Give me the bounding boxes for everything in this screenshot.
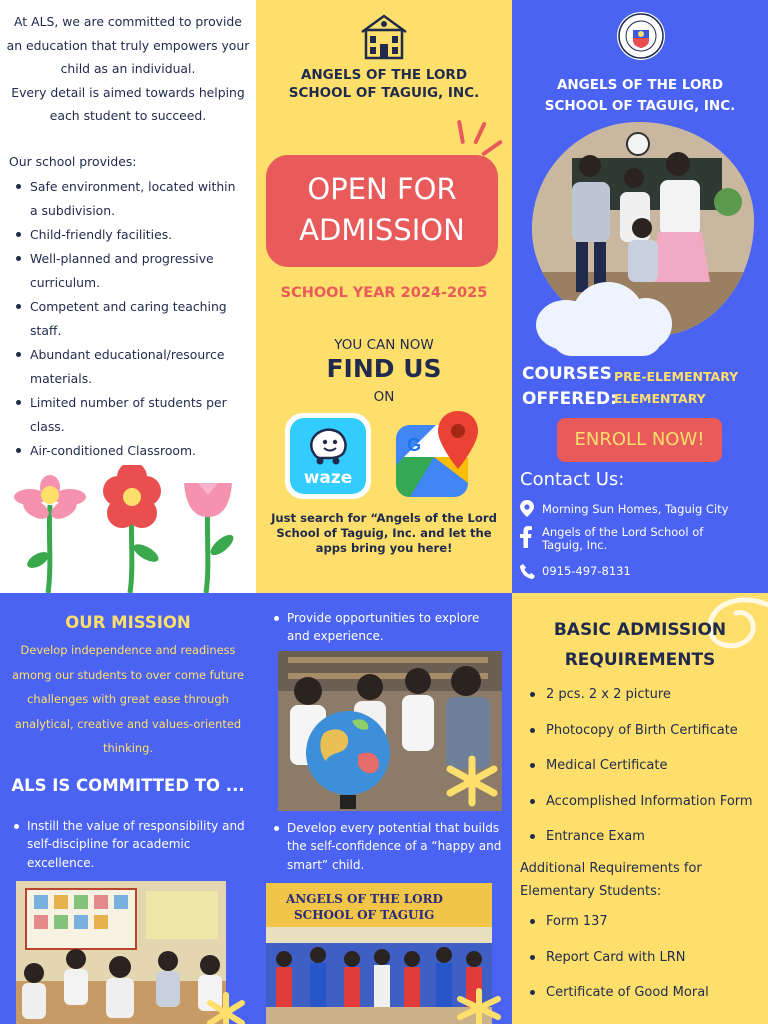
list-item: Certificate of Good Moral xyxy=(526,975,709,1011)
accent-ray xyxy=(481,139,503,156)
school-name: ANGELS OF THE LORD SCHOOL OF TAGUIG, INC. xyxy=(288,67,480,101)
requirements-panel xyxy=(512,593,768,1024)
list-item: Safe environment, located within a subdivision. xyxy=(14,175,246,223)
course-item: PRE-ELEMENTARY xyxy=(614,369,739,384)
waze-label: waze xyxy=(303,468,353,488)
list-item: Instill the value of responsibility and self-discipline for academic excellence. xyxy=(10,817,246,872)
red-flower-icon xyxy=(103,465,161,528)
address-text: Morning Sun Homes, Taguig City xyxy=(542,502,729,516)
intro-line: At ALS, we are committed to provide xyxy=(14,14,242,29)
list-item: Develop every potential that builds the self-confidence of a “happy and smart” child. xyxy=(270,819,506,874)
provides-list xyxy=(14,175,256,463)
search-instructions: Just search for “Angels of the Lord School of Taguig, Inc. and let the apps bring you here! xyxy=(271,511,497,555)
provides-title: Our school provides: xyxy=(9,153,137,169)
school-name: ANGELS OF THE LORD SCHOOL OF TAGUIG, INC. xyxy=(544,77,736,114)
you-can-now-label: YOU CAN NOW xyxy=(334,337,434,353)
intro-line: Every detail is aimed towards helping xyxy=(11,84,245,100)
list-item: Report Card with LRN xyxy=(526,940,709,976)
sparkle-icon xyxy=(196,989,256,1024)
list-item: Photocopy of Birth Certificate xyxy=(526,713,753,749)
additional-requirements-list xyxy=(526,904,709,1011)
list-item: Abundant educational/resource materials. xyxy=(14,343,246,391)
courses-contact-panel xyxy=(512,0,768,593)
accent-ray xyxy=(473,121,487,144)
sparkle-icon xyxy=(454,985,504,1024)
list-item: Form 137 xyxy=(526,904,709,940)
gmaps-letter: G xyxy=(407,435,422,455)
admission-line: ADMISSION xyxy=(299,213,465,247)
basic-requirements-list xyxy=(526,677,753,855)
banner-text: ANGELS OF THE LORD xyxy=(286,892,443,906)
waze-app-icon[interactable] xyxy=(285,413,371,499)
classroom-photo xyxy=(16,881,226,1024)
intro-panel xyxy=(0,0,256,593)
contact-heading: Contact Us: xyxy=(520,469,625,490)
mission-text: Develop independence and readiness among our students to over come future challenges with great ease through analytical, creative and values-oriented thinking. xyxy=(11,643,245,755)
courses-line: OFFERED: xyxy=(522,389,617,409)
list-item: Entrance Exam xyxy=(526,819,753,855)
course-list xyxy=(614,366,738,410)
list-item: Medical Certificate xyxy=(526,748,753,784)
mission-heading: OUR MISSION xyxy=(65,613,191,632)
phone-text: 0915-497-8131 xyxy=(542,564,631,578)
courses-heading xyxy=(522,362,617,412)
list-item: Air-conditioned Classroom. xyxy=(14,439,246,463)
course-item: ELEMENTARY xyxy=(614,391,706,406)
cover-panel xyxy=(256,0,512,593)
admission-banner xyxy=(266,155,498,267)
requirements-heading: BASIC ADMISSION REQUIREMENTS xyxy=(553,620,727,670)
list-item: Limited number of students per class. xyxy=(14,391,246,439)
find-us-heading: FIND US xyxy=(326,354,442,383)
accent-ray xyxy=(457,120,465,144)
list-item: Competent and caring teaching staff. xyxy=(14,295,246,343)
flowers-illustration xyxy=(0,465,256,593)
list-item: Child-friendly facilities. xyxy=(14,223,246,247)
commitments-list xyxy=(270,819,506,874)
intro-line: each student to succeed. xyxy=(49,108,207,123)
list-item: 2 pcs. 2 x 2 picture xyxy=(526,677,753,713)
list-item: Provide opportunities to explore and experience. xyxy=(270,609,500,646)
waze-logo-icon xyxy=(306,426,350,466)
cloud-shape xyxy=(552,318,662,356)
school-logo xyxy=(617,12,665,60)
facebook-text[interactable]: Angels of the Lord School of Taguig, Inc. xyxy=(542,525,704,552)
commitments-panel xyxy=(256,593,512,1024)
tulip-icon xyxy=(184,483,232,517)
phone-icon xyxy=(520,564,542,582)
on-label: ON xyxy=(373,389,395,405)
courses-line: COURSES xyxy=(522,364,612,384)
enroll-now-button[interactable]: ENROLL NOW! xyxy=(557,418,722,462)
facebook-icon xyxy=(520,526,542,551)
commitments-list xyxy=(10,817,246,872)
contact-facebook[interactable] xyxy=(520,526,742,552)
school-seal-icon xyxy=(617,12,665,60)
google-maps-icon[interactable] xyxy=(394,407,486,499)
list-item: Accomplished Information Form xyxy=(526,784,753,820)
mission-panel xyxy=(0,593,256,1024)
commitments-list xyxy=(270,609,500,646)
sparkle-icon xyxy=(442,753,502,809)
intro-line: child as an individual. xyxy=(60,61,196,76)
school-year: SCHOOL YEAR 2024-2025 xyxy=(280,285,488,301)
intro-line: an education that truly empowers your xyxy=(6,37,250,53)
intro-text xyxy=(0,0,256,128)
banner-text: SCHOOL OF TAGUIG xyxy=(294,908,435,922)
contact-phone xyxy=(520,564,631,582)
school-building-icon xyxy=(360,10,408,60)
committed-heading: ALS IS COMMITTED TO ... xyxy=(11,776,245,795)
location-pin-icon xyxy=(520,500,542,520)
list-item: Well-planned and progressive curriculum. xyxy=(14,247,246,295)
admission-line: OPEN FOR xyxy=(307,172,457,206)
contact-address xyxy=(520,500,728,520)
additional-requirements-heading: Additional Requirements for Elementary Students: xyxy=(520,861,702,899)
